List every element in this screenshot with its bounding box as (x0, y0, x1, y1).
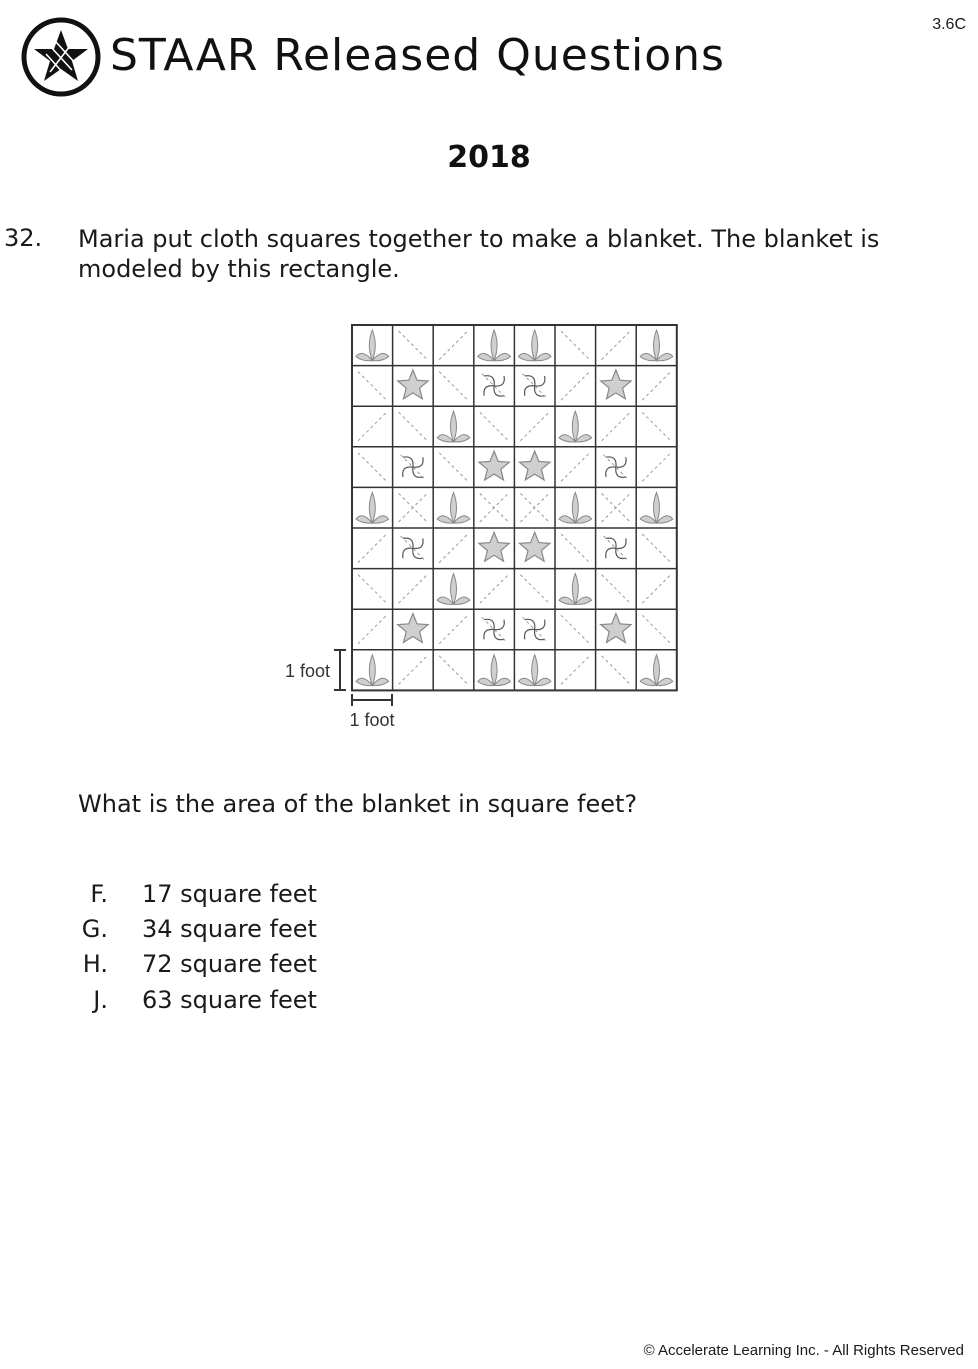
choice-g[interactable] (0, 915, 978, 947)
year-heading: 2018 (447, 140, 531, 175)
tile-diag-f (602, 412, 631, 441)
choice-text: 72 square feet (142, 950, 317, 978)
tile-diag-f (439, 331, 468, 360)
tile-diag-b (439, 656, 468, 685)
tile-star (520, 451, 550, 480)
tile-diag-f (358, 412, 387, 441)
tile-diag-f (439, 615, 468, 644)
tile-diag-f (358, 534, 387, 563)
choice-letter: G. (81, 915, 108, 943)
tile-leaf (437, 492, 470, 523)
tile-diag-b (439, 453, 468, 482)
tile-diag-b (642, 615, 671, 644)
tile-pinwheel (482, 617, 507, 642)
tile-leaf (559, 574, 592, 605)
question-prompt: What is the area of the blanket in square feet? (78, 790, 638, 818)
tile-diag-f (642, 372, 671, 401)
height-label: 1 foot (284, 661, 330, 681)
tile-diag-b (561, 331, 590, 360)
tile-diag-b (561, 534, 590, 563)
tile-diag-f (642, 575, 671, 604)
staar-logo-icon (20, 16, 102, 98)
choice-text: 17 square feet (142, 880, 317, 908)
tile-star (479, 451, 509, 480)
choice-f[interactable] (0, 880, 978, 912)
tile-star (520, 532, 550, 561)
tile-diag-b (358, 453, 387, 482)
tile-leaf (356, 655, 389, 686)
tile-diag-f (399, 656, 428, 685)
tile-leaf (437, 411, 470, 442)
tile-cross (602, 493, 631, 522)
choice-j[interactable] (0, 986, 978, 1018)
tile-diag-f (399, 575, 428, 604)
tile-diag-f (561, 656, 590, 685)
blanket-grid (352, 325, 677, 690)
tile-leaf (559, 492, 592, 523)
tile-diag-b (642, 412, 671, 441)
tile-pinwheel (401, 455, 426, 480)
choice-text: 63 square feet (142, 986, 317, 1014)
tile-diag-b (480, 412, 509, 441)
tile-diag-f (561, 453, 590, 482)
tile-leaf (437, 574, 470, 605)
question-text-line-1: Maria put cloth squares together to make a blanket. The blanket is (78, 225, 880, 253)
choice-letter: H. (82, 950, 108, 978)
tile-leaf (518, 330, 551, 361)
tile-star (601, 614, 631, 643)
question-text-line-2: modeled by this rectangle. (78, 255, 400, 283)
answer-choices (0, 880, 978, 1040)
tile-star (398, 370, 428, 399)
tile-leaf (356, 492, 389, 523)
tile-diag-b (399, 412, 428, 441)
tile-leaf (640, 330, 673, 361)
tile-diag-b (602, 656, 631, 685)
tile-diag-b (358, 372, 387, 401)
tile-pinwheel (401, 536, 426, 561)
width-label: 1 foot (349, 710, 395, 730)
tile-diag-b (520, 575, 549, 604)
tile-diag-b (602, 575, 631, 604)
tile-diag-b (561, 615, 590, 644)
tile-pinwheel (604, 536, 629, 561)
tile-diag-b (439, 372, 468, 401)
tile-diag-f (439, 534, 468, 563)
tile-leaf (478, 655, 511, 686)
question-text (78, 224, 958, 284)
copyright-footer: © Accelerate Learning Inc. - All Rights Reserved (643, 1342, 964, 1359)
tile-pinwheel (604, 455, 629, 480)
tile-diag-f (358, 615, 387, 644)
tile-diag-f (561, 372, 590, 401)
tile-leaf (640, 492, 673, 523)
tile-star (479, 532, 509, 561)
tile-pinwheel (522, 617, 547, 642)
tile-diag-f (602, 331, 631, 360)
tile-leaf (559, 411, 592, 442)
tile-diag-b (399, 331, 428, 360)
tile-pinwheel (522, 374, 547, 399)
question-number: 32. (4, 224, 43, 252)
choice-h[interactable] (0, 950, 978, 982)
tile-star (398, 614, 428, 643)
height-bracket (334, 650, 346, 690)
tile-pinwheel (482, 374, 507, 399)
tile-diag-f (642, 453, 671, 482)
tile-cross (520, 493, 549, 522)
width-bracket (352, 694, 392, 706)
tile-cross (399, 493, 428, 522)
tile-diag-b (358, 575, 387, 604)
tile-diag-f (520, 412, 549, 441)
page-title: STAAR Released Questions (110, 30, 725, 81)
blanket-figure (0, 310, 978, 750)
tile-diag-b (642, 534, 671, 563)
tile-diag-f (480, 575, 509, 604)
choice-text: 34 square feet (142, 915, 317, 943)
choice-letter: F. (90, 880, 108, 908)
tile-leaf (478, 330, 511, 361)
tile-cross (480, 493, 509, 522)
tile-leaf (518, 655, 551, 686)
tile-star (601, 370, 631, 399)
choice-letter: J. (93, 986, 108, 1014)
tile-leaf (356, 330, 389, 361)
standard-code: 3.6C (932, 16, 966, 33)
tile-leaf (640, 655, 673, 686)
